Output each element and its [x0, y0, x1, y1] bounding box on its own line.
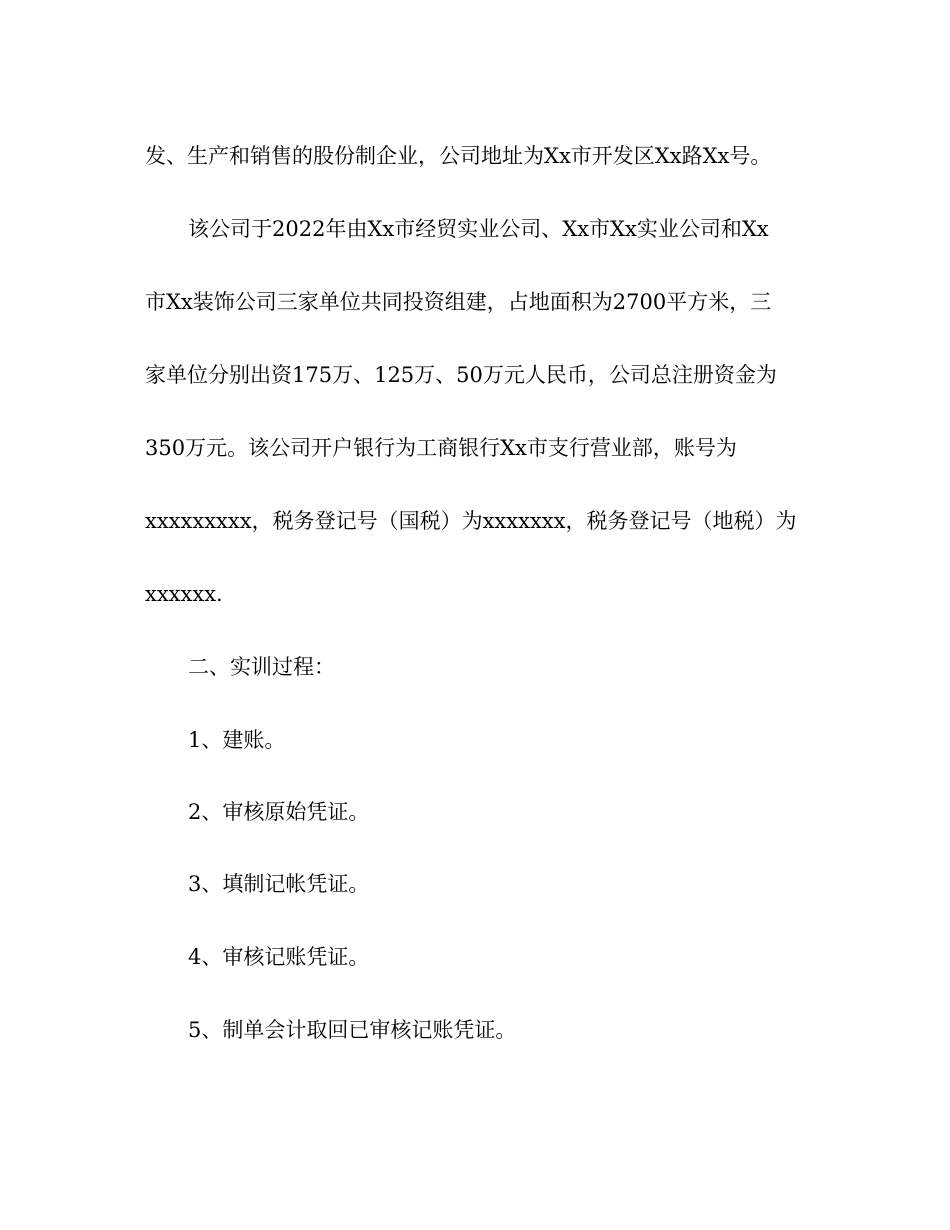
list-item: 5、制单会计取回已审核记账凭证。 [188, 1018, 517, 1042]
list-item: 4、审核记账凭证。 [188, 945, 370, 969]
paragraph-line: 家单位分别出资175万、125万、50万元人民币，公司总注册资金为 [145, 363, 777, 387]
list-item: 2、审核原始凭证。 [188, 800, 370, 824]
paragraph-line: xxxxxxxxx，税务登记号（国税）为xxxxxxx，税务登记号（地税）为 [145, 509, 797, 533]
paragraph-line: 该公司于2022年由Xx市经贸实业公司、Xx市Xx实业公司和Xx [188, 217, 769, 241]
section-heading: 二、实训过程： [188, 655, 335, 679]
paragraph-line: 发、生产和销售的股份制企业，公司地址为Xx市开发区Xx路Xx号。 [145, 144, 772, 168]
paragraph-line: 市Xx装饰公司三家单位共同投资组建，占地面积为2700平方米，三 [145, 290, 772, 314]
list-item: 3、填制记帐凭证。 [188, 872, 370, 896]
paragraph-line: 350万元。该公司开户银行为工商银行Xx市支行营业部，账号为 [145, 436, 737, 460]
paragraph-line: xxxxxx. [145, 582, 223, 606]
list-item: 1、建账。 [188, 728, 286, 752]
